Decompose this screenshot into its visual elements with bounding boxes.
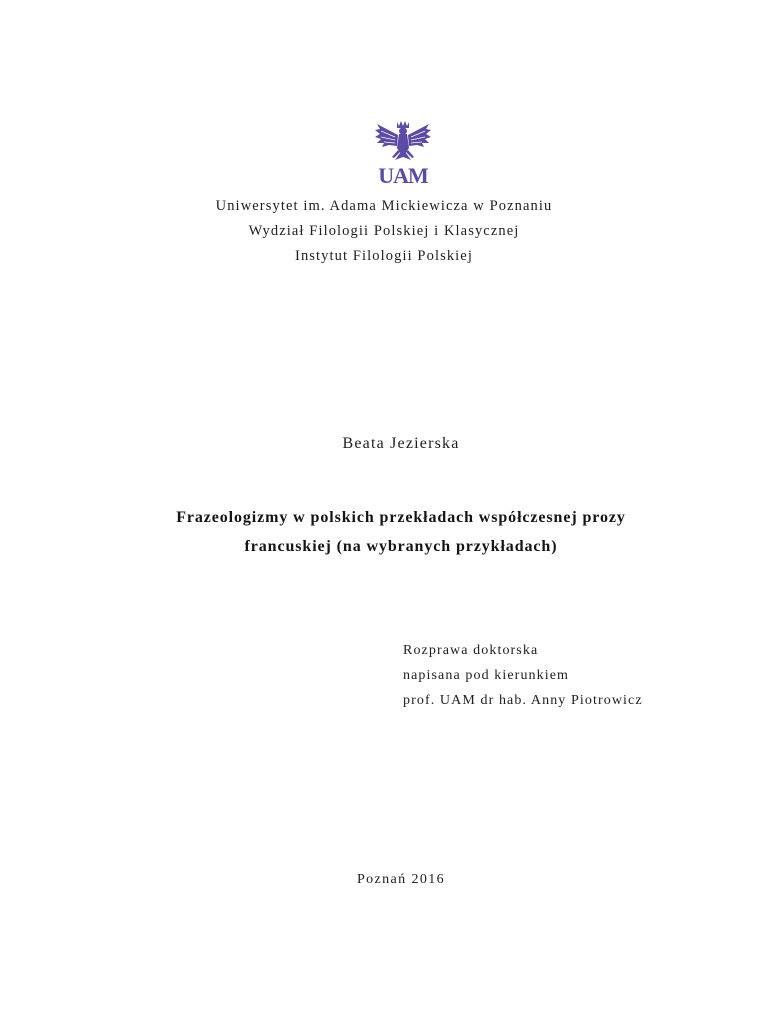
- thesis-type: Rozprawa doktorska: [403, 643, 539, 658]
- uam-logo: [371, 120, 435, 186]
- thesis-title-line-1: Frazeologizmy w polskich przekładach współczesnej prozy: [176, 509, 626, 526]
- faculty-name: Wydział Filologii Polskiej i Klasycznej: [248, 223, 520, 239]
- thesis-supervisor: prof. UAM dr hab. Anny Piotrowicz: [403, 693, 643, 708]
- thesis-written-under: napisana pod kierunkiem: [403, 668, 570, 683]
- logo-text: UAM: [378, 163, 428, 186]
- institute-name: Instytut Filologii Polskiej: [295, 248, 473, 264]
- uam-eagle-emblem: [371, 120, 435, 186]
- thesis-title-line-2: francuskiej (na wybranych przykładach): [244, 538, 558, 555]
- university-name: Uniwersytet im. Adama Mickiewicza w Poznaniu: [215, 198, 553, 214]
- place-and-year: Poznań 2016: [356, 872, 446, 887]
- author-name: Beata Jezierska: [342, 435, 460, 452]
